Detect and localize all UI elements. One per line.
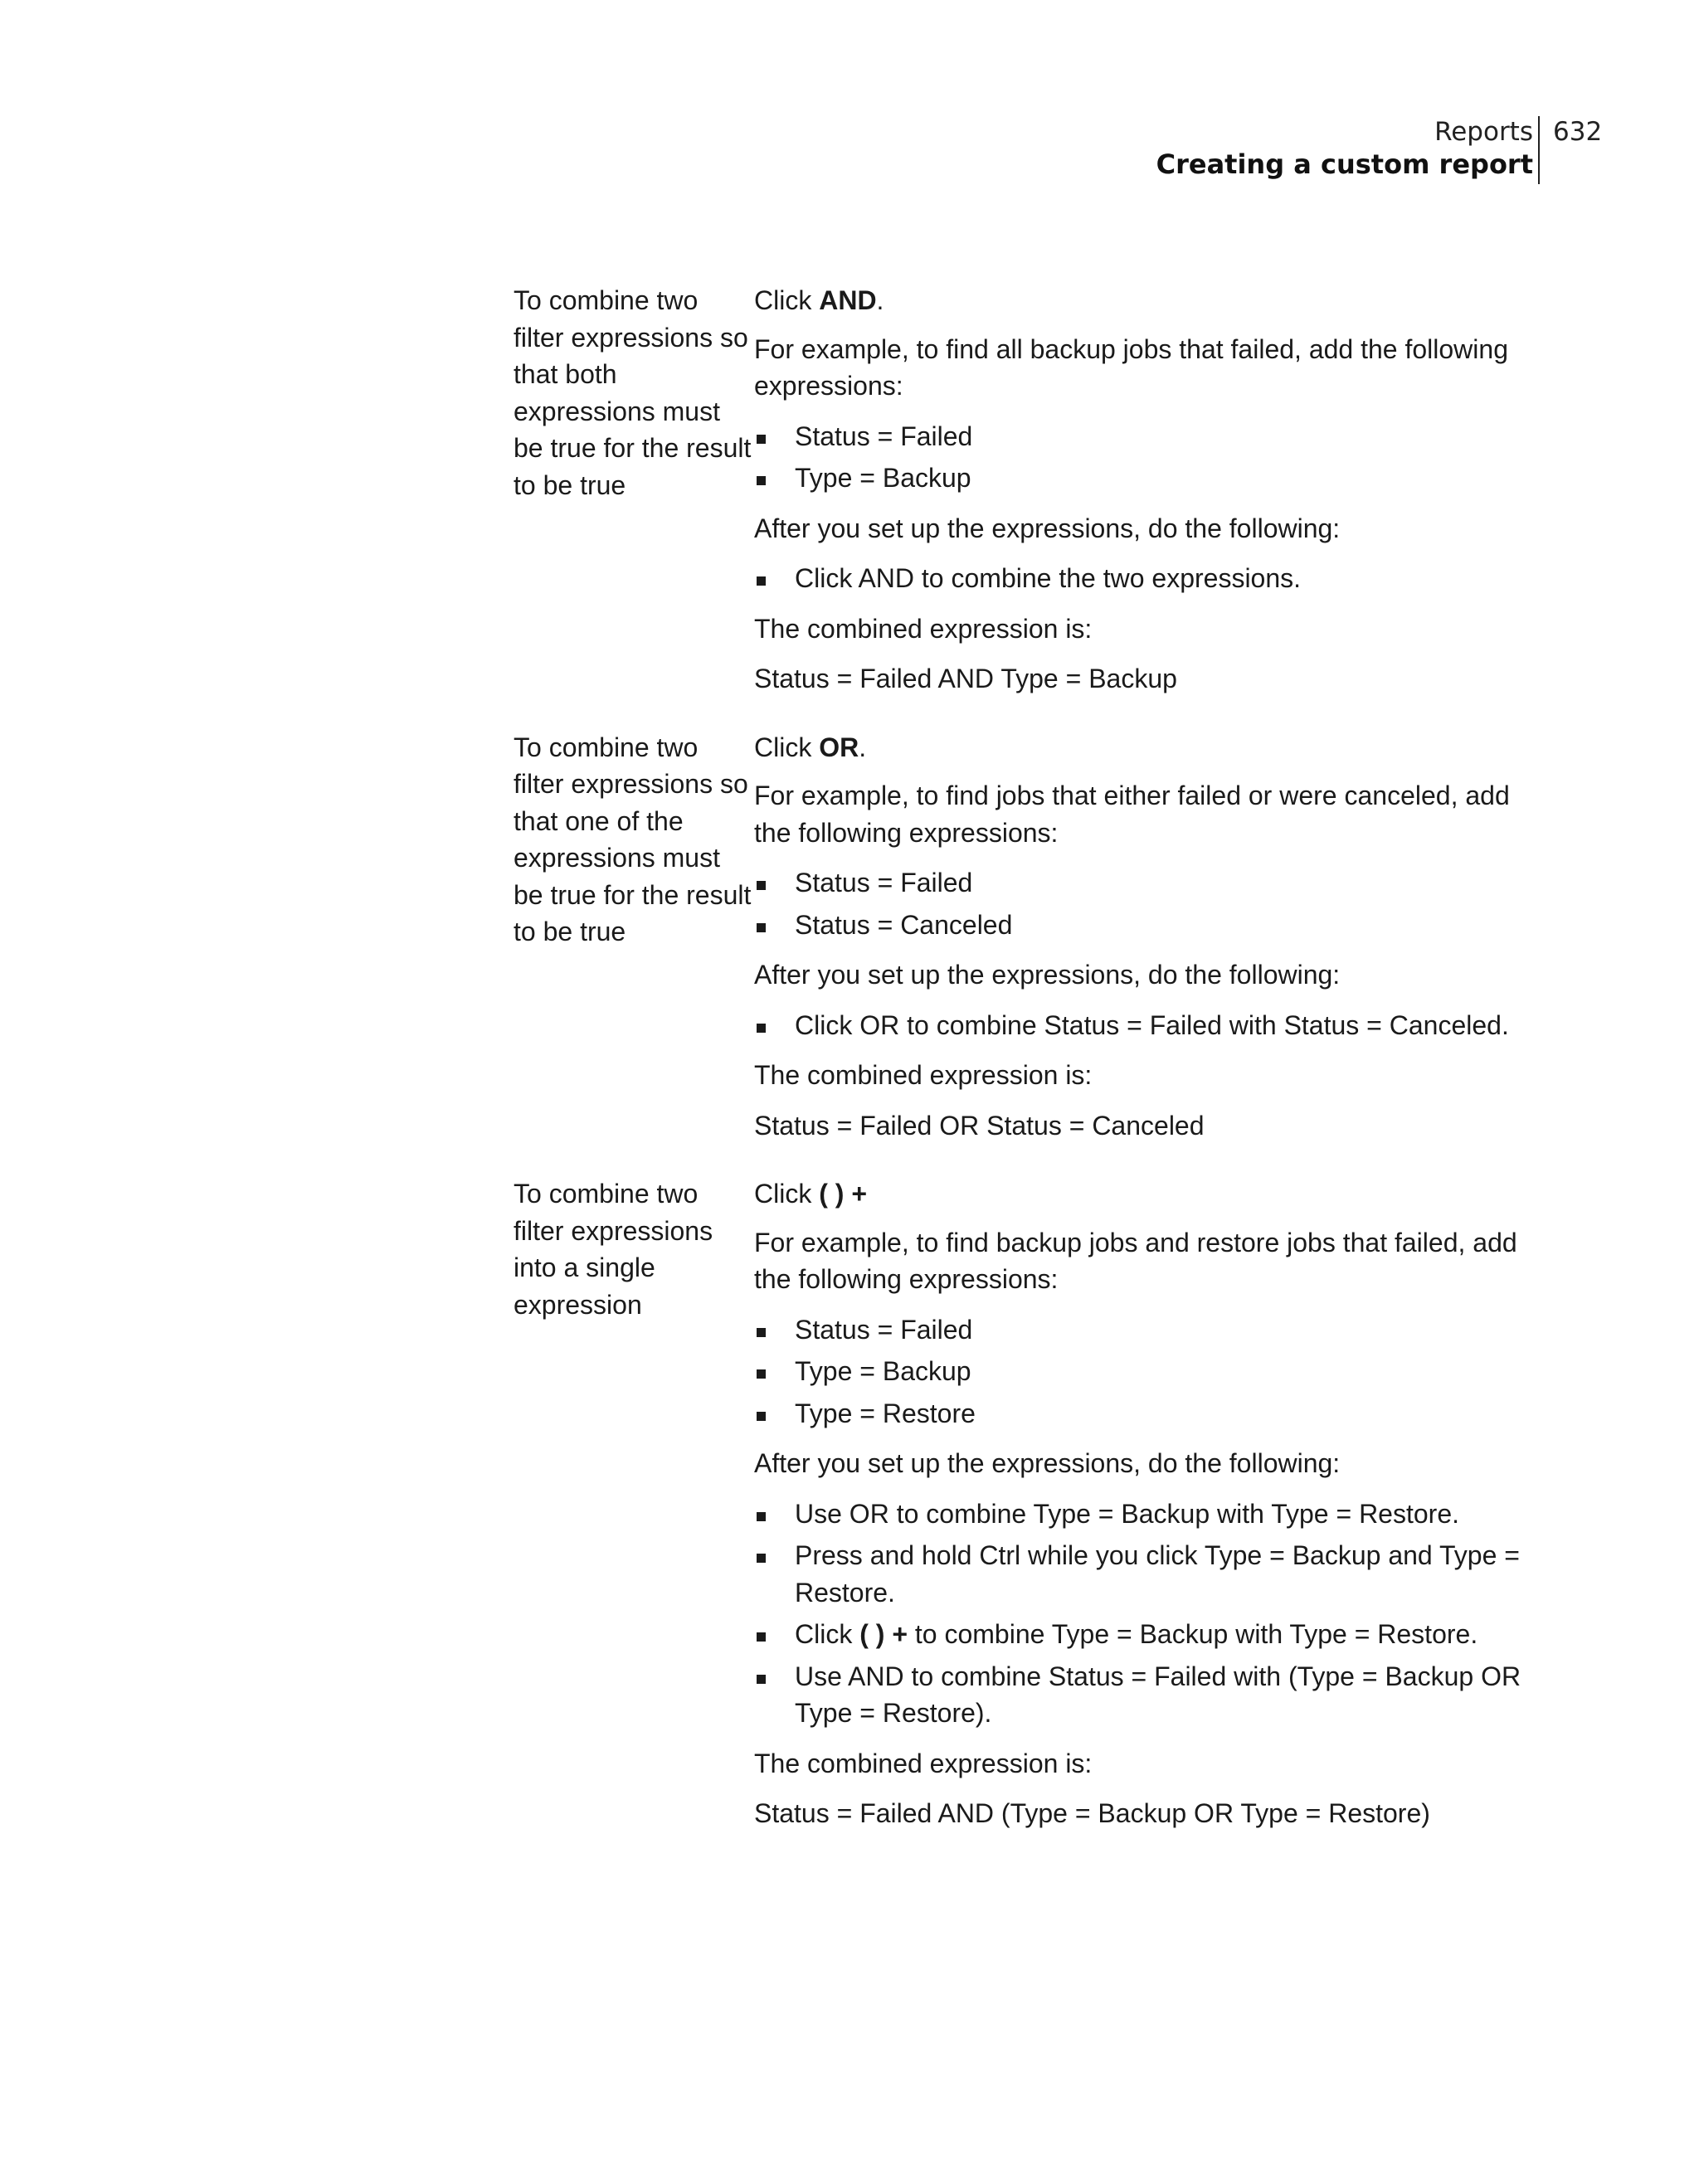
bullet-square-icon [757,1554,766,1563]
after-setup-text: After you set up the expressions, do the following: [754,1448,1341,1478]
step-operator: ( ) + [859,1619,908,1649]
list-item-text: Status = Failed [795,421,973,451]
bullet-square-icon [757,881,766,890]
row-condition: To combine two filter expressions so that one of the expressions must be true for the result to be true [514,732,752,946]
click-instruction [754,1175,1534,1213]
combined-expression: Status = Failed AND Type = Backup [754,664,1177,693]
list-item [754,418,1534,455]
list-item-text: Use OR to combine Type = Backup with Type = Restore. [795,1498,1459,1529]
expression-list [754,864,1534,943]
click-prefix: Click [754,1179,820,1209]
combined-label: The combined expression is: [754,613,1093,644]
bullet-square-icon [757,923,766,932]
row-action [754,729,1534,1158]
combined-expression: Status = Failed OR Status = Canceled [754,1110,1205,1141]
step-suffix: to combine Type = Backup with Type = Restore. [908,1619,1478,1649]
step-list [754,1007,1534,1044]
step-list [754,1496,1534,1732]
bullet-square-icon [757,1512,766,1521]
page-number: 632 [1553,117,1603,147]
combined-label: The combined expression is: [754,1748,1093,1778]
list-item [754,1496,1534,1533]
click-suffix: . [876,285,884,315]
click-suffix: . [859,732,867,762]
list-item [754,460,1534,497]
header-topic-title: Creating a custom report [1156,148,1533,180]
bullet-square-icon [757,576,766,586]
bullet-square-icon [757,1632,766,1642]
header-text [1156,116,1533,181]
filter-combination-table [514,282,1534,1864]
example-text: For example, to find all backup jobs that failed, add the following expressions: [754,333,1508,401]
click-prefix: Click [754,285,820,315]
click-operator: AND [819,285,877,315]
example-text: For example, to find jobs that either failed or were canceled, add the following expressions: [754,781,1510,848]
bullet-square-icon [757,435,766,444]
list-item-text: Click AND to combine the two expressions. [795,563,1302,593]
bullet-square-icon [757,1675,766,1684]
bullet-square-icon [757,476,766,485]
list-item [754,907,1534,944]
click-prefix: Click [754,732,820,762]
list-item [754,1616,1534,1653]
list-item-text: Status = Failed [795,1314,973,1345]
after-setup-text: After you set up the expressions, do the following: [754,513,1341,543]
header-divider [1538,116,1540,184]
expression-list [754,418,1534,497]
list-item-text [795,1619,1477,1649]
bullet-square-icon [757,1369,766,1379]
list-item [754,864,1534,902]
page-header [0,116,1699,191]
table-row-group [514,1175,1534,1846]
list-item-text: Type = Backup [795,463,971,493]
row-condition: To combine two filter expressions so that both expressions must be true for the result to be true [514,285,752,500]
list-item-text: Click OR to combine Status = Failed with Status = Canceled. [795,1009,1509,1040]
row-action [754,1175,1534,1846]
click-operator: OR [819,732,859,762]
table-row-or [514,729,1534,1158]
bullet-square-icon [757,1024,766,1033]
list-item-text: Use AND to combine Status = Failed with (Type = Backup OR Type = Restore). [795,1661,1521,1728]
list-item [754,1658,1534,1732]
row-condition: To combine two filter expressions into a single expression [514,1179,713,1320]
click-instruction [754,729,1534,766]
bullet-square-icon [757,1412,766,1421]
list-item-text: Press and hold Ctrl while you click Type = Backup and Type = Restore. [795,1540,1520,1608]
row-action [754,282,1534,711]
list-item [754,1537,1534,1611]
combined-expression: Status = Failed AND (Type = Backup OR Type = Restore) [754,1798,1430,1828]
header-section-name: Reports [1434,117,1533,147]
click-instruction [754,282,1534,319]
list-item [754,1007,1534,1044]
click-operator: ( ) + [819,1179,867,1209]
list-item-text: Status = Canceled [795,909,1013,940]
expression-list [754,1311,1534,1432]
list-item [754,1395,1534,1432]
combined-label: The combined expression is: [754,1060,1093,1090]
step-prefix: Click [795,1619,860,1649]
list-item-text: Type = Restore [795,1398,976,1428]
list-item [754,560,1534,597]
after-setup-text: After you set up the expressions, do the following: [754,960,1341,990]
example-text: For example, to find backup jobs and restore jobs that failed, add the following expressions: [754,1227,1517,1294]
step-list [754,560,1534,597]
list-item [754,1353,1534,1390]
list-item-text: Status = Failed [795,868,973,897]
bullet-square-icon [757,1328,766,1337]
list-item-text: Type = Backup [795,1356,971,1386]
list-item [754,1311,1534,1349]
table-row-and [514,282,1534,711]
